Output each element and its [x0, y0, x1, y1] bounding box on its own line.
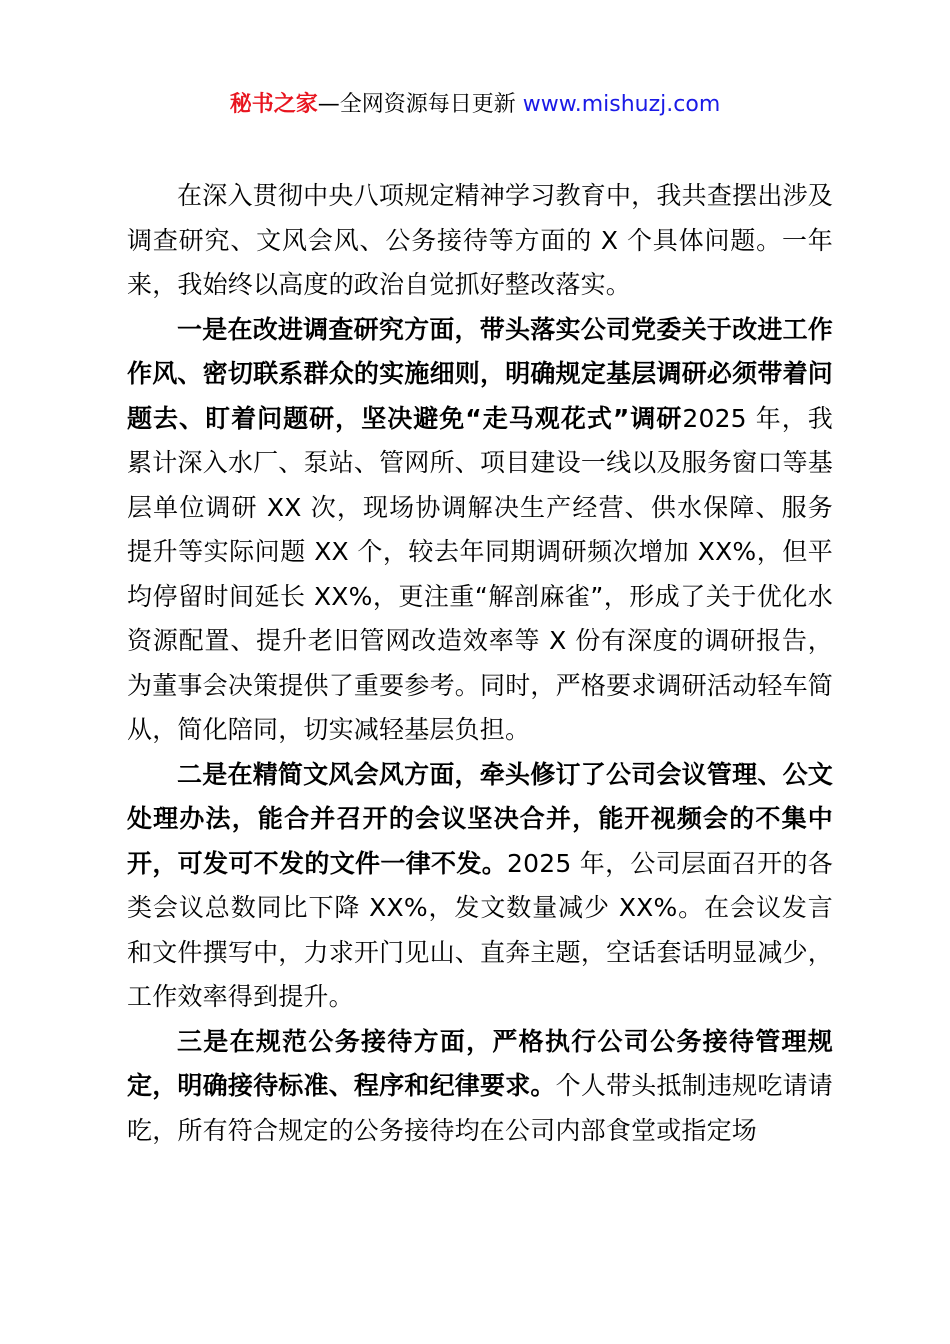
- paragraph-intro: [127, 174, 833, 308]
- paragraph-research: [127, 308, 833, 753]
- document-body: [127, 174, 833, 1153]
- paragraph-text: 个人带头抵制违规吃请请吃，所有符合规定的公务接待均在公司内部食堂或指定场: [127, 1071, 834, 1145]
- header-slogan: —全网资源每日更新: [317, 92, 523, 117]
- paragraph-lead: 一是在改进调查研究方面，带头落实公司党委关于改进工作作风、密切联系群众的实施细则，明确规定基层调研必须带着问题去、盯着问题研，坚决避免“走马观花式”调研: [127, 314, 833, 433]
- brand-name: 秘书之家: [229, 92, 318, 117]
- paragraph-text: 在深入贯彻中央八项规定精神学习教育中，我共查摆出涉及调查研究、文风会风、公务接待等方面的 X 个具体问题。一年来，我始终以高度的政治自觉抓好整改落实。: [127, 181, 833, 299]
- site-header: [0, 88, 950, 122]
- paragraph-meetings: [127, 753, 833, 1020]
- paragraph-lead: 三是在规范公务接待方面，严格执行公司公务接待管理规定，明确接待标准、程序和纪律要求。: [127, 1026, 833, 1100]
- paragraph-reception: [127, 1020, 833, 1154]
- paragraph-lead: 二是在精简文风会风方面，牵头修订了公司会议管理、公文处理办法，能合并召开的会议坚决合并，能开视频会的不集中开，可发可不发的文件一律不发。: [127, 759, 833, 878]
- paragraph-text: 2025 年，我累计深入水厂、泵站、管网所、项目建设一线以及服务窗口等基层单位调研 XX 次，现场协调解决生产经营、供水保障、服务提升等实际问题 XX 个，较去年同期调研频次增加 XX%，但平均停留时间延长 XX%，更注重“解剖麻雀”，形成了关于优化水资源配置、提升老旧管网改造效率等 X 份有深度的调研报告，为董事会决策提供了重要参考。同时，严格要求调研活动轻车简从，简化陪同，切实减轻基层负担。: [127, 403, 833, 744]
- site-url[interactable]: www.mishuzj.com: [522, 92, 721, 117]
- paragraph-text: 2025 年，公司层面召开的各类会议总数同比下降 XX%，发文数量减少 XX%。在会议发言和文件撰写中，力求开门见山、直奔主题，空话套话明显减少，工作效率得到提升。: [127, 848, 833, 1011]
